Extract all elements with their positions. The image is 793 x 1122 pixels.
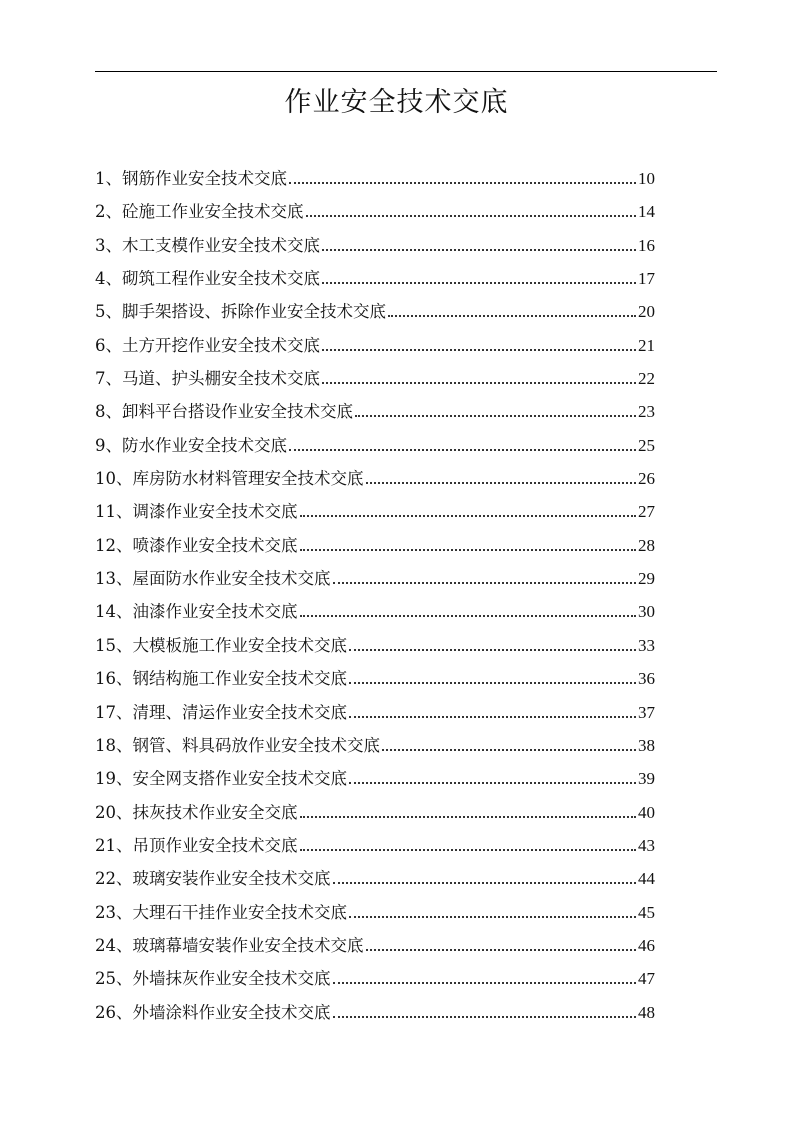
dot-leader [300,549,637,551]
toc-entry-title[interactable]: 5、脚手架搭设、拆除作业安全技术交底 [95,302,386,322]
toc-entry[interactable] [95,966,655,999]
toc-entry[interactable] [95,566,655,599]
dot-leader [333,582,637,584]
toc-entry[interactable] [95,433,655,466]
toc-entry-page-number: 46 [638,935,655,955]
toc-entry[interactable] [95,900,655,933]
toc-entry-title[interactable]: 15、大模板施工作业安全技术交底 [95,635,347,655]
toc-entry-page-number: 37 [638,702,655,722]
toc-entry-page-number: 39 [638,769,655,789]
dot-leader [322,249,636,251]
toc-entry-page-number: 44 [638,869,655,889]
dot-leader [349,682,636,684]
toc-entry-title[interactable]: 23、大理石干挂作业安全技术交底 [95,902,347,922]
dot-leader [333,1016,637,1018]
toc-entry-page-number: 14 [638,202,655,222]
toc-entry-title[interactable]: 12、喷漆作业安全技术交底 [95,535,298,555]
dot-leader [289,182,636,184]
toc-entry-title[interactable]: 3、木工支模作业安全技术交底 [95,235,320,255]
toc-entry[interactable] [95,466,655,499]
toc-entry-page-number: 47 [638,969,655,989]
toc-entry[interactable] [95,866,655,899]
toc-entry-page-number: 16 [638,235,655,255]
toc-entry-page-number: 21 [638,335,655,355]
dot-leader [300,515,637,517]
dot-leader [322,282,636,284]
dot-leader [300,816,637,818]
toc-entry-page-number: 48 [638,1002,655,1022]
toc-entry[interactable] [95,833,655,866]
toc-entry-page-number: 36 [638,669,655,689]
toc-entry[interactable] [95,700,655,733]
toc-entry[interactable] [95,333,655,366]
toc-entry-title[interactable]: 6、土方开挖作业安全技术交底 [95,335,320,355]
toc-entry[interactable] [95,299,655,332]
toc-entry[interactable] [95,266,655,299]
toc-entry[interactable] [95,666,655,699]
header-rule [95,71,717,72]
toc-entry-title[interactable]: 19、安全网支搭作业安全技术交底 [95,769,347,789]
toc-entry-title[interactable]: 2、砼施工作业安全技术交底 [95,202,304,222]
toc-entry-page-number: 29 [638,569,655,589]
toc-entry[interactable] [95,633,655,666]
toc-entry-page-number: 38 [638,735,655,755]
toc-entry-title[interactable]: 14、油漆作业安全技术交底 [95,602,298,622]
toc-entry[interactable] [95,1000,655,1033]
toc-entry[interactable] [95,766,655,799]
toc-entry-title[interactable]: 9、防水作业安全技术交底 [95,435,287,455]
toc-entry-page-number: 26 [638,469,655,489]
toc-entry-title[interactable]: 7、马道、护头棚安全技术交底 [95,369,320,389]
toc-entry[interactable] [95,733,655,766]
dot-leader [333,982,637,984]
toc-entry[interactable] [95,499,655,532]
toc-entry-title[interactable]: 18、钢管、料具码放作业安全技术交底 [95,735,380,755]
dot-leader [322,382,636,384]
toc-entry-page-number: 30 [638,602,655,622]
toc-entry-title[interactable]: 11、调漆作业安全技术交底 [95,502,298,522]
dot-leader [366,949,637,951]
toc-entry-title[interactable]: 4、砌筑工程作业安全技术交底 [95,269,320,289]
toc-entry-title[interactable]: 25、外墙抹灰作业安全技术交底 [95,969,331,989]
toc-entry-page-number: 43 [638,835,655,855]
toc-entry[interactable] [95,233,655,266]
toc-entry-page-number: 40 [638,802,655,822]
toc-entry-title[interactable]: 22、玻璃安装作业安全技术交底 [95,869,331,889]
toc-entry-page-number: 17 [638,269,655,289]
toc-entry[interactable] [95,166,655,199]
dot-leader [300,849,637,851]
dot-leader [333,882,637,884]
toc-entry[interactable] [95,933,655,966]
dot-leader [289,449,636,451]
toc-entry-page-number: 25 [638,435,655,455]
toc-entry[interactable] [95,800,655,833]
toc-entry-page-number: 10 [638,169,655,188]
toc-entry-title[interactable]: 17、清理、清运作业安全技术交底 [95,702,347,722]
dot-leader [322,349,636,351]
toc-entry-title[interactable]: 1、钢筋作业安全技术交底 [95,169,287,188]
toc-entry-page-number: 45 [638,902,655,922]
dot-leader [366,482,637,484]
toc-entry-page-number: 20 [638,302,655,322]
toc-entry-title[interactable]: 26、外墙涂料作业安全技术交底 [95,1002,331,1022]
page-title: 作业安全技术交底 [284,87,509,118]
dot-leader [349,716,636,718]
toc-entry-title[interactable]: 13、屋面防水作业安全技术交底 [95,569,331,589]
dot-leader [300,615,637,617]
toc-entry[interactable] [95,533,655,566]
dot-leader [349,649,636,651]
toc-entry-page-number: 28 [638,535,655,555]
toc-entry-page-number: 23 [638,402,655,422]
dot-leader [355,415,636,417]
dot-leader [349,916,636,918]
table-of-contents [95,166,655,1033]
toc-entry-title[interactable]: 8、卸料平台搭设作业安全技术交底 [95,402,353,422]
toc-entry[interactable] [95,199,655,232]
toc-entry-title[interactable]: 10、库房防水材料管理安全技术交底 [95,469,364,489]
toc-entry-title[interactable]: 20、抹灰技术作业安全交底 [95,802,298,822]
toc-entry-page-number: 27 [638,502,655,522]
dot-leader [306,215,637,217]
dot-leader [349,782,636,784]
toc-entry[interactable] [95,366,655,399]
toc-entry[interactable] [95,599,655,632]
dot-leader [382,749,636,751]
toc-entry-page-number: 22 [638,369,655,389]
toc-entry-title[interactable]: 16、钢结构施工作业安全技术交底 [95,669,347,689]
toc-entry[interactable] [95,399,655,432]
toc-entry-title[interactable]: 24、玻璃幕墙安装作业安全技术交底 [95,935,364,955]
toc-entry-page-number: 33 [638,635,655,655]
dot-leader [388,315,636,317]
toc-entry-title[interactable]: 21、吊顶作业安全技术交底 [95,835,298,855]
